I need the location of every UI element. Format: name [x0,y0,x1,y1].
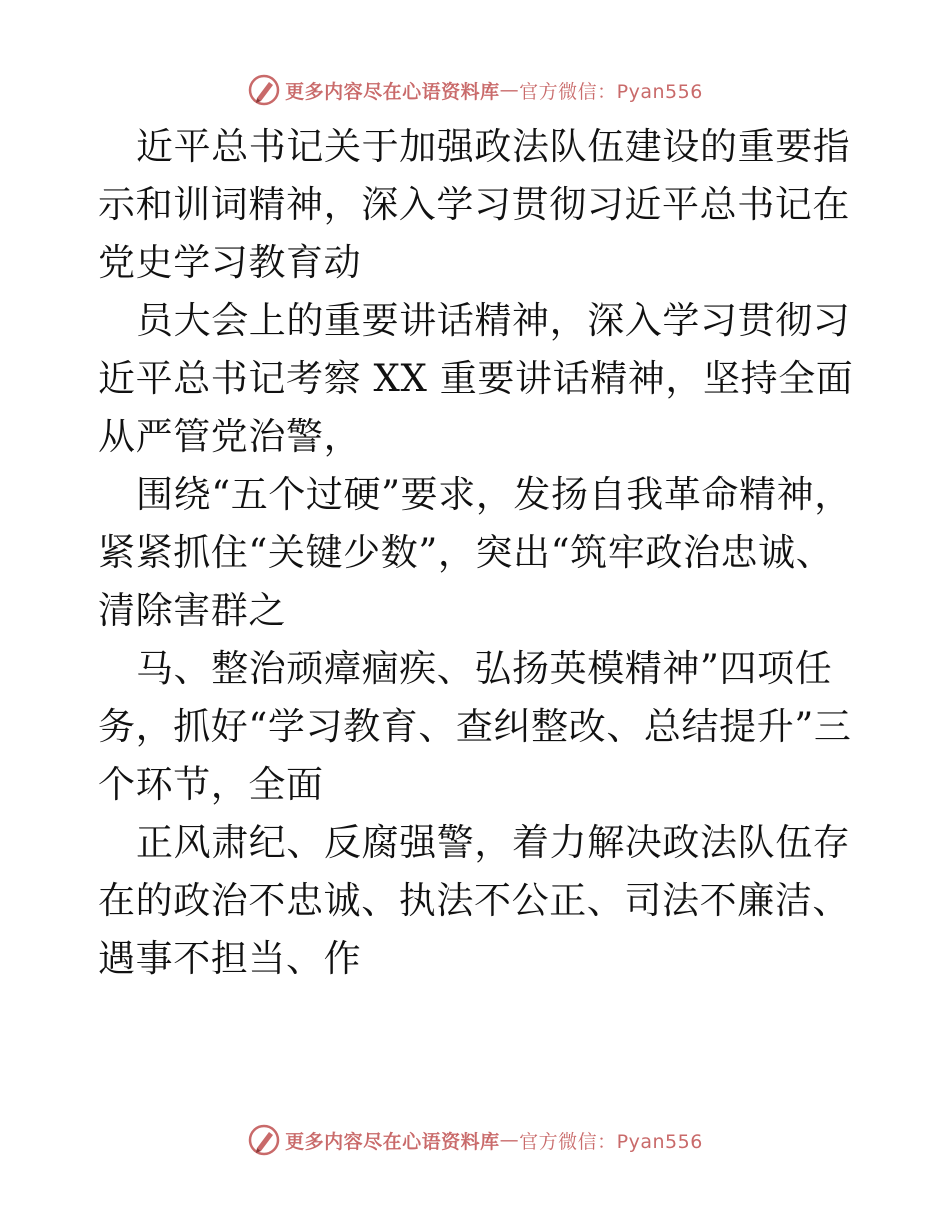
pen-logo-icon [247,73,281,107]
watermark-main-text: 更多内容尽在心语资料库 [285,1130,500,1153]
header-watermark [0,70,950,110]
watermark-separator: — [499,1129,520,1151]
watermark-wechat-text: 官方微信：Pyan556 [519,1130,703,1153]
paragraph-4: 马、整治顽瘴痼疾、弘扬英模精神”四项任务，抓好“学习教育、查纠整改、总结提升”三个环节，全面 [98,647,852,806]
watermark-main-text: 更多内容尽在心语资料库 [285,80,500,103]
watermark-separator: — [499,79,520,101]
document-body [98,118,858,988]
pen-logo-icon [247,1123,281,1157]
footer-watermark [0,1120,950,1160]
paragraph-3: 围绕“五个过硬”要求，发扬自我革命精神，紧紧抓住“关键少数”，突出“筑牢政治忠诚、清除害群之 [98,473,852,632]
paragraph-1: 近平总书记关于加强政法队伍建设的重要指示和训词精神，深入学习贯彻习近平总书记在党史学习教育动 [98,125,851,284]
paragraph-2: 员大会上的重要讲话精神，深入学习贯彻习近平总书记考察 XX 重要讲话精神，坚持全面从严管党治警， [98,299,854,458]
watermark-wechat-text: 官方微信：Pyan556 [519,80,703,103]
paragraph-5: 正风肃纪、反腐强警，着力解决政法队伍存在的政治不忠诚、执法不公正、司法不廉洁、遇事不担当、作 [98,821,851,980]
